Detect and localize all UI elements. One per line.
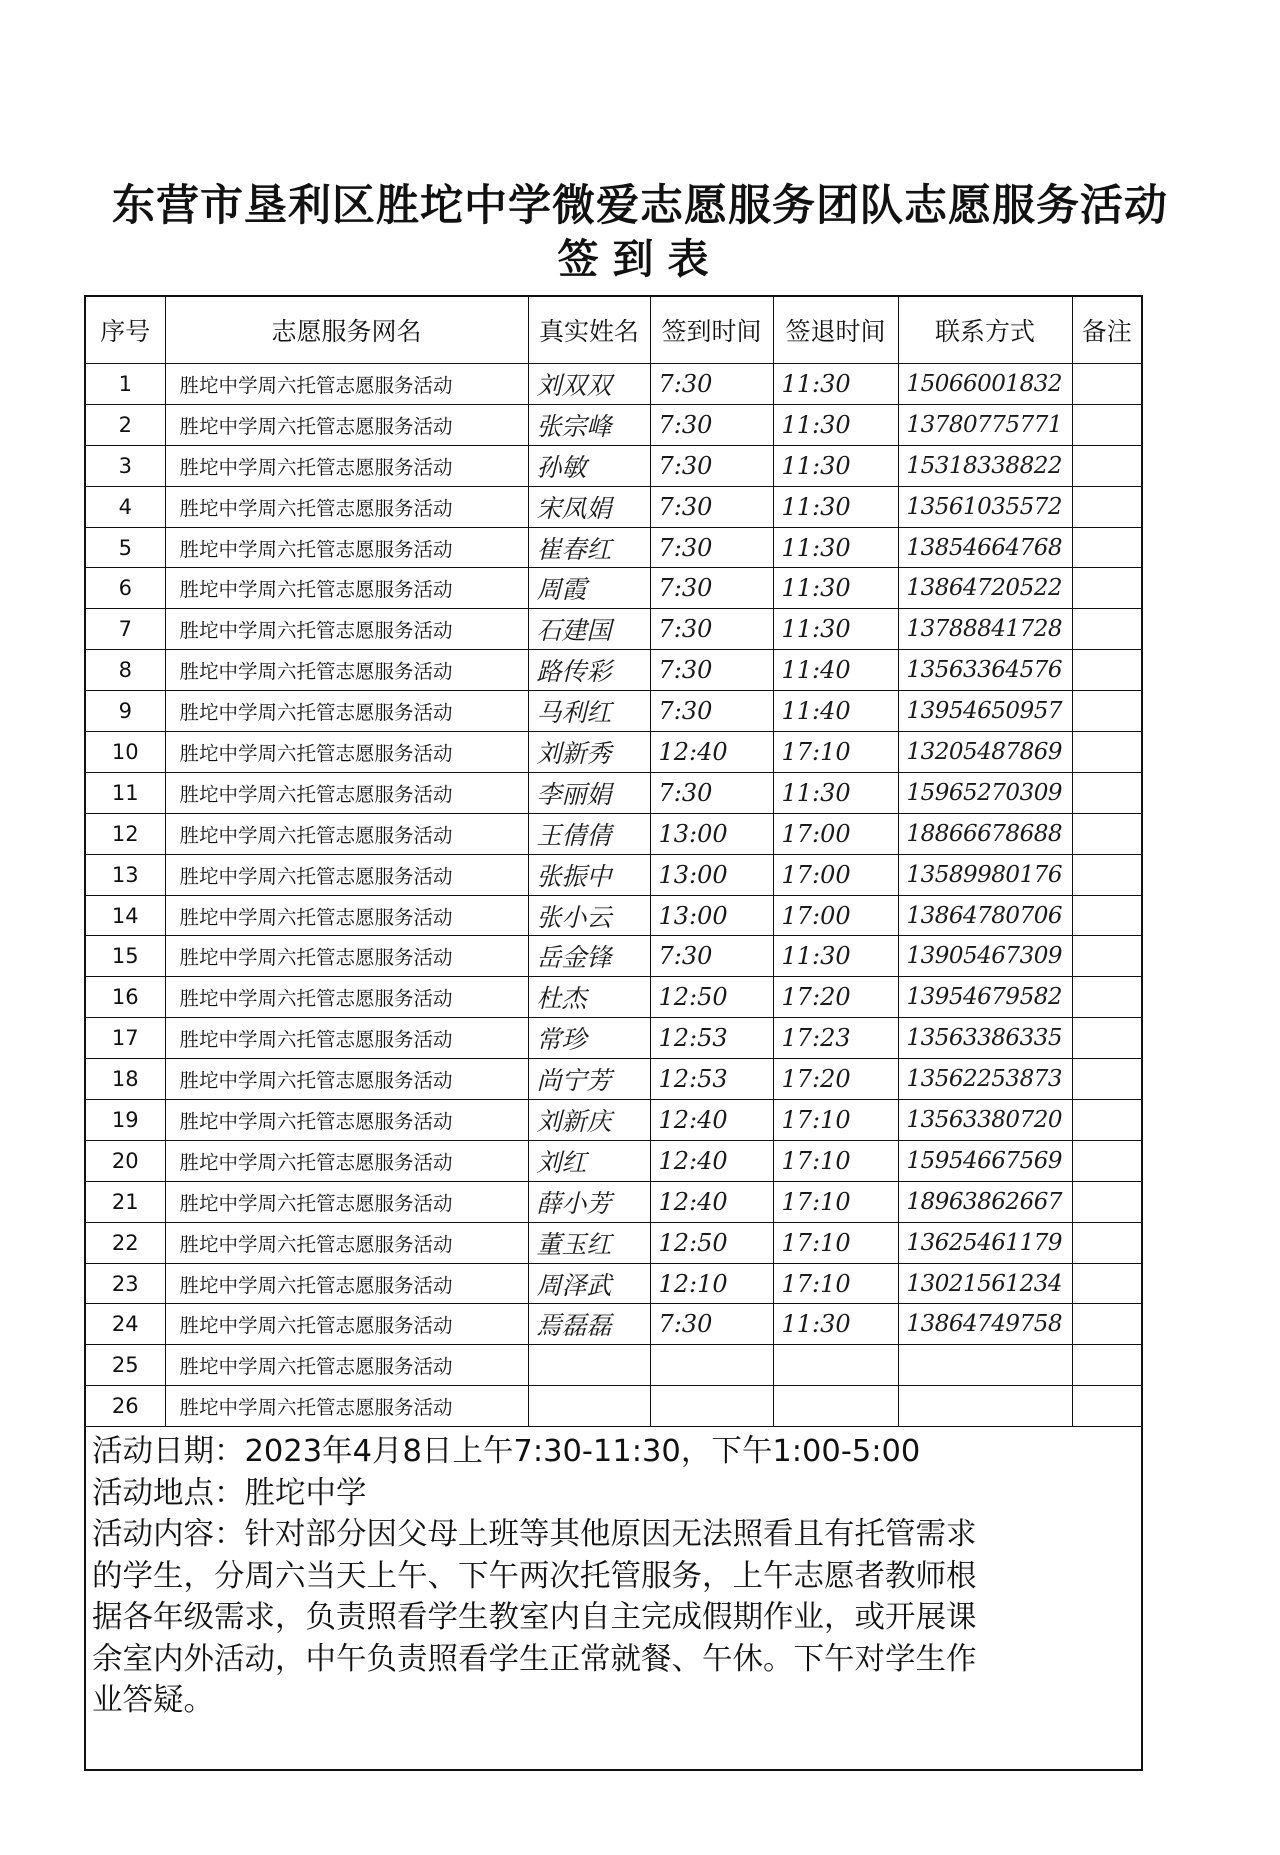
activity-name-cell: 胜坨中学周六托管志愿服务活动 bbox=[165, 1181, 528, 1222]
table-header-row bbox=[86, 297, 1141, 364]
checkout-time-cell: 17:00 bbox=[773, 854, 898, 895]
checkin-time-cell: 12:53 bbox=[650, 1059, 773, 1100]
table-row bbox=[86, 1222, 1141, 1263]
checkout-time-cell: 17:20 bbox=[773, 977, 898, 1018]
checkin-time-cell: 12:50 bbox=[650, 977, 773, 1018]
remark-cell bbox=[1072, 813, 1141, 854]
checkout-time-cell: 11:30 bbox=[773, 609, 898, 650]
activity-name-cell: 胜坨中学周六托管志愿服务活动 bbox=[165, 977, 528, 1018]
real-name-cell: 马利红 bbox=[528, 691, 650, 732]
contact-cell: 13625461179 bbox=[898, 1222, 1072, 1263]
table-row bbox=[86, 977, 1141, 1018]
remark-cell bbox=[1072, 609, 1141, 650]
real-name-cell: 王倩倩 bbox=[528, 813, 650, 854]
contact-cell: 13563380720 bbox=[898, 1100, 1072, 1141]
real-name-cell: 张宗峰 bbox=[528, 404, 650, 445]
row-number: 4 bbox=[86, 486, 165, 527]
table-row bbox=[86, 936, 1141, 977]
activity-content-line: 据各年级需求，负责照看学生教室内自主完成假期作业，或开展课 bbox=[92, 1600, 977, 1635]
activity-name-cell: 胜坨中学周六托管志愿服务活动 bbox=[165, 1345, 528, 1386]
real-name-cell: 路传彩 bbox=[528, 650, 650, 691]
contact-cell: 13021561234 bbox=[898, 1263, 1072, 1304]
contact-cell: 13788841728 bbox=[898, 609, 1072, 650]
remark-cell bbox=[1072, 895, 1141, 936]
checkin-time-cell: 12:40 bbox=[650, 1140, 773, 1181]
activity-name-cell: 胜坨中学周六托管志愿服务活动 bbox=[165, 404, 528, 445]
table-row bbox=[86, 1018, 1141, 1059]
checkout-time-cell: 11:30 bbox=[773, 936, 898, 977]
row-number: 8 bbox=[86, 650, 165, 691]
contact-cell: 15965270309 bbox=[898, 772, 1072, 813]
row-number: 7 bbox=[86, 609, 165, 650]
row-number: 18 bbox=[86, 1059, 165, 1100]
header-contact: 联系方式 bbox=[898, 297, 1072, 364]
table-row bbox=[86, 404, 1141, 445]
row-number: 12 bbox=[86, 813, 165, 854]
checkin-time-cell: 7:30 bbox=[650, 445, 773, 486]
table-row bbox=[86, 854, 1141, 895]
real-name-cell: 石建国 bbox=[528, 609, 650, 650]
table-row bbox=[86, 1100, 1141, 1141]
checkout-time-cell: 17:00 bbox=[773, 895, 898, 936]
header-checkin: 签到时间 bbox=[650, 297, 773, 364]
checkin-time-cell: 13:00 bbox=[650, 895, 773, 936]
checkout-time-cell: 17:10 bbox=[773, 1222, 898, 1263]
checkin-time-cell: 12:50 bbox=[650, 1222, 773, 1263]
remark-cell bbox=[1072, 1345, 1141, 1386]
real-name-cell: 岳金锋 bbox=[528, 936, 650, 977]
checkout-time-cell: 11:30 bbox=[773, 1304, 898, 1345]
checkin-time-cell bbox=[650, 1386, 773, 1427]
activity-name-cell: 胜坨中学周六托管志愿服务活动 bbox=[165, 854, 528, 895]
remark-cell bbox=[1072, 1059, 1141, 1100]
activity-location: 活动地点：胜坨中学 bbox=[92, 1475, 367, 1511]
real-name-cell bbox=[528, 1345, 650, 1386]
contact-cell: 13954679582 bbox=[898, 977, 1072, 1018]
checkout-time-cell: 11:30 bbox=[773, 486, 898, 527]
header-remark: 备注 bbox=[1072, 297, 1141, 364]
checkin-time-cell: 12:53 bbox=[650, 1018, 773, 1059]
contact-cell: 15318338822 bbox=[898, 445, 1072, 486]
row-number: 24 bbox=[86, 1304, 165, 1345]
checkout-time-cell: 11:30 bbox=[773, 568, 898, 609]
contact-cell: 13589980176 bbox=[898, 854, 1072, 895]
checkin-time-cell: 7:30 bbox=[650, 568, 773, 609]
row-number: 23 bbox=[86, 1263, 165, 1304]
real-name-cell: 董玉红 bbox=[528, 1222, 650, 1263]
checkin-time-cell: 7:30 bbox=[650, 1304, 773, 1345]
contact-cell: 13563386335 bbox=[898, 1018, 1072, 1059]
table-row bbox=[86, 691, 1141, 732]
real-name-cell: 张小云 bbox=[528, 895, 650, 936]
real-name-cell: 崔春红 bbox=[528, 527, 650, 568]
remark-cell bbox=[1072, 486, 1141, 527]
remark-cell bbox=[1072, 1100, 1141, 1141]
real-name-cell: 李丽娟 bbox=[528, 772, 650, 813]
remark-cell bbox=[1072, 1222, 1141, 1263]
activity-content-line: 的学生，分周六当天上午、下午两次托管服务，上午志愿者教师根 bbox=[92, 1558, 977, 1594]
row-number: 1 bbox=[86, 364, 165, 405]
checkin-time-cell: 7:30 bbox=[650, 772, 773, 813]
row-number: 2 bbox=[86, 404, 165, 445]
activity-name-cell: 胜坨中学周六托管志愿服务活动 bbox=[165, 1304, 528, 1345]
remark-cell bbox=[1072, 691, 1141, 732]
table-row bbox=[86, 650, 1141, 691]
activity-name-cell: 胜坨中学周六托管志愿服务活动 bbox=[165, 936, 528, 977]
activity-name-cell: 胜坨中学周六托管志愿服务活动 bbox=[165, 732, 528, 773]
contact-cell: 13780775771 bbox=[898, 404, 1072, 445]
remark-cell bbox=[1072, 936, 1141, 977]
row-number: 5 bbox=[86, 527, 165, 568]
checkin-time-cell: 7:30 bbox=[650, 404, 773, 445]
row-number: 19 bbox=[86, 1100, 165, 1141]
row-number: 26 bbox=[86, 1386, 165, 1427]
real-name-cell: 薛小芳 bbox=[528, 1181, 650, 1222]
contact-cell: 15066001832 bbox=[898, 364, 1072, 405]
activity-date: 活动日期：2023年4月8日上午7:30-11:30，下午1:00-5:00 bbox=[92, 1434, 921, 1469]
table-row bbox=[86, 364, 1141, 405]
real-name-cell: 刘双双 bbox=[528, 364, 650, 405]
activity-name-cell: 胜坨中学周六托管志愿服务活动 bbox=[165, 609, 528, 650]
activity-content-line: 业答疑。 bbox=[92, 1683, 214, 1718]
contact-cell: 18866678688 bbox=[898, 813, 1072, 854]
contact-cell bbox=[898, 1345, 1072, 1386]
contact-cell: 13864780706 bbox=[898, 895, 1072, 936]
checkout-time-cell: 17:10 bbox=[773, 732, 898, 773]
real-name-cell: 张振中 bbox=[528, 854, 650, 895]
row-number: 17 bbox=[86, 1018, 165, 1059]
real-name-cell: 周霞 bbox=[528, 568, 650, 609]
table-row bbox=[86, 895, 1141, 936]
table-row bbox=[86, 1304, 1141, 1345]
activity-name-cell: 胜坨中学周六托管志愿服务活动 bbox=[165, 1100, 528, 1141]
checkin-time-cell: 7:30 bbox=[650, 936, 773, 977]
remark-cell bbox=[1072, 445, 1141, 486]
contact-cell: 13905467309 bbox=[898, 936, 1072, 977]
activity-name-cell: 胜坨中学周六托管志愿服务活动 bbox=[165, 1386, 528, 1427]
row-number: 10 bbox=[86, 732, 165, 773]
contact-cell bbox=[898, 1386, 1072, 1427]
table-row bbox=[86, 1140, 1141, 1181]
activity-name-cell: 胜坨中学周六托管志愿服务活动 bbox=[165, 813, 528, 854]
header-no: 序号 bbox=[86, 297, 165, 364]
activity-name-cell: 胜坨中学周六托管志愿服务活动 bbox=[165, 486, 528, 527]
row-number: 14 bbox=[86, 895, 165, 936]
table-row bbox=[86, 609, 1141, 650]
sign-in-sheet bbox=[84, 295, 1143, 1771]
remark-cell bbox=[1072, 650, 1141, 691]
contact-cell: 13954650957 bbox=[898, 691, 1072, 732]
checkin-time-cell: 12:40 bbox=[650, 732, 773, 773]
table-row bbox=[86, 772, 1141, 813]
activity-name-cell: 胜坨中学周六托管志愿服务活动 bbox=[165, 1140, 528, 1181]
table-row bbox=[86, 1263, 1141, 1304]
remark-cell bbox=[1072, 527, 1141, 568]
row-number: 9 bbox=[86, 691, 165, 732]
row-number: 25 bbox=[86, 1345, 165, 1386]
contact-cell: 18963862667 bbox=[898, 1181, 1072, 1222]
checkin-time-cell: 7:30 bbox=[650, 364, 773, 405]
activity-info bbox=[92, 1431, 1132, 1722]
contact-cell: 13562253873 bbox=[898, 1059, 1072, 1100]
activity-name-cell: 胜坨中学周六托管志愿服务活动 bbox=[165, 1018, 528, 1059]
row-number: 13 bbox=[86, 854, 165, 895]
table-row bbox=[86, 813, 1141, 854]
contact-cell: 13864720522 bbox=[898, 568, 1072, 609]
table-row bbox=[86, 527, 1141, 568]
activity-name-cell: 胜坨中学周六托管志愿服务活动 bbox=[165, 691, 528, 732]
table-row bbox=[86, 1345, 1141, 1386]
checkin-time-cell: 13:00 bbox=[650, 813, 773, 854]
activity-content-line: 活动内容：针对部分因父母上班等其他原因无法照看且有托管需求 bbox=[92, 1517, 977, 1552]
activity-content-line: 余室内外活动，中午负责照看学生正常就餐、午休。下午对学生作 bbox=[92, 1641, 977, 1677]
real-name-cell: 刘新庆 bbox=[528, 1100, 650, 1141]
activity-name-cell: 胜坨中学周六托管志愿服务活动 bbox=[165, 1222, 528, 1263]
activity-name-cell: 胜坨中学周六托管志愿服务活动 bbox=[165, 895, 528, 936]
sign-in-table bbox=[86, 297, 1141, 1427]
contact-cell: 13854664768 bbox=[898, 527, 1072, 568]
remark-cell bbox=[1072, 364, 1141, 405]
remark-cell bbox=[1072, 1018, 1141, 1059]
row-number: 3 bbox=[86, 445, 165, 486]
remark-cell bbox=[1072, 977, 1141, 1018]
remark-cell bbox=[1072, 1140, 1141, 1181]
checkout-time-cell: 11:40 bbox=[773, 650, 898, 691]
contact-cell: 13205487869 bbox=[898, 732, 1072, 773]
checkout-time-cell: 17:00 bbox=[773, 813, 898, 854]
real-name-cell: 常珍 bbox=[528, 1018, 650, 1059]
activity-name-cell: 胜坨中学周六托管志愿服务活动 bbox=[165, 527, 528, 568]
contact-cell: 15954667569 bbox=[898, 1140, 1072, 1181]
checkin-time-cell: 7:30 bbox=[650, 486, 773, 527]
document-title: 东营市垦利区胜坨中学微爱志愿服务团队志愿服务活动 bbox=[112, 181, 1168, 231]
row-number: 6 bbox=[86, 568, 165, 609]
table-row bbox=[86, 1181, 1141, 1222]
table-row bbox=[86, 732, 1141, 773]
checkout-time-cell: 11:30 bbox=[773, 364, 898, 405]
checkout-time-cell: 11:30 bbox=[773, 527, 898, 568]
header-activity: 志愿服务网名 bbox=[165, 297, 528, 364]
remark-cell bbox=[1072, 1181, 1141, 1222]
header-checkout: 签退时间 bbox=[773, 297, 898, 364]
checkout-time-cell: 17:20 bbox=[773, 1059, 898, 1100]
checkout-time-cell: 11:40 bbox=[773, 691, 898, 732]
checkout-time-cell: 17:10 bbox=[773, 1181, 898, 1222]
checkin-time-cell: 12:10 bbox=[650, 1263, 773, 1304]
row-number: 11 bbox=[86, 772, 165, 813]
checkin-time-cell: 7:30 bbox=[650, 527, 773, 568]
checkout-time-cell: 11:30 bbox=[773, 404, 898, 445]
row-number: 20 bbox=[86, 1140, 165, 1181]
table-row bbox=[86, 568, 1141, 609]
remark-cell bbox=[1072, 772, 1141, 813]
checkin-time-cell bbox=[650, 1345, 773, 1386]
real-name-cell: 刘红 bbox=[528, 1140, 650, 1181]
table-row bbox=[86, 486, 1141, 527]
row-number: 22 bbox=[86, 1222, 165, 1263]
activity-name-cell: 胜坨中学周六托管志愿服务活动 bbox=[165, 1059, 528, 1100]
activity-name-cell: 胜坨中学周六托管志愿服务活动 bbox=[165, 772, 528, 813]
activity-name-cell: 胜坨中学周六托管志愿服务活动 bbox=[165, 568, 528, 609]
checkout-time-cell: 11:30 bbox=[773, 772, 898, 813]
real-name-cell: 孙敏 bbox=[528, 445, 650, 486]
table-row bbox=[86, 445, 1141, 486]
real-name-cell: 刘新秀 bbox=[528, 732, 650, 773]
real-name-cell: 杜杰 bbox=[528, 977, 650, 1018]
real-name-cell: 周泽武 bbox=[528, 1263, 650, 1304]
contact-cell: 13561035572 bbox=[898, 486, 1072, 527]
checkin-time-cell: 12:40 bbox=[650, 1181, 773, 1222]
header-name: 真实姓名 bbox=[528, 297, 650, 364]
remark-cell bbox=[1072, 732, 1141, 773]
activity-name-cell: 胜坨中学周六托管志愿服务活动 bbox=[165, 650, 528, 691]
checkout-time-cell bbox=[773, 1345, 898, 1386]
row-number: 15 bbox=[86, 936, 165, 977]
activity-name-cell: 胜坨中学周六托管志愿服务活动 bbox=[165, 445, 528, 486]
real-name-cell: 尚宁芳 bbox=[528, 1059, 650, 1100]
real-name-cell: 宋凤娟 bbox=[528, 486, 650, 527]
checkout-time-cell bbox=[773, 1386, 898, 1427]
remark-cell bbox=[1072, 568, 1141, 609]
remark-cell bbox=[1072, 404, 1141, 445]
checkout-time-cell: 17:10 bbox=[773, 1263, 898, 1304]
remark-cell bbox=[1072, 1386, 1141, 1427]
checkout-time-cell: 17:23 bbox=[773, 1018, 898, 1059]
contact-cell: 13563364576 bbox=[898, 650, 1072, 691]
activity-name-cell: 胜坨中学周六托管志愿服务活动 bbox=[165, 1263, 528, 1304]
real-name-cell: 焉磊磊 bbox=[528, 1304, 650, 1345]
real-name-cell bbox=[528, 1386, 650, 1427]
checkin-time-cell: 7:30 bbox=[650, 691, 773, 732]
row-number: 16 bbox=[86, 977, 165, 1018]
checkin-time-cell: 7:30 bbox=[650, 650, 773, 691]
remark-cell bbox=[1072, 854, 1141, 895]
activity-name-cell: 胜坨中学周六托管志愿服务活动 bbox=[165, 364, 528, 405]
checkin-time-cell: 13:00 bbox=[650, 854, 773, 895]
remark-cell bbox=[1072, 1263, 1141, 1304]
contact-cell: 13864749758 bbox=[898, 1304, 1072, 1345]
table-row bbox=[86, 1386, 1141, 1427]
remark-cell bbox=[1072, 1304, 1141, 1345]
table-row bbox=[86, 1059, 1141, 1100]
document-subtitle: 签到表 bbox=[557, 235, 723, 283]
row-number: 21 bbox=[86, 1181, 165, 1222]
checkout-time-cell: 17:10 bbox=[773, 1100, 898, 1141]
checkin-time-cell: 12:40 bbox=[650, 1100, 773, 1141]
checkout-time-cell: 17:10 bbox=[773, 1140, 898, 1181]
checkin-time-cell: 7:30 bbox=[650, 609, 773, 650]
checkout-time-cell: 11:30 bbox=[773, 445, 898, 486]
